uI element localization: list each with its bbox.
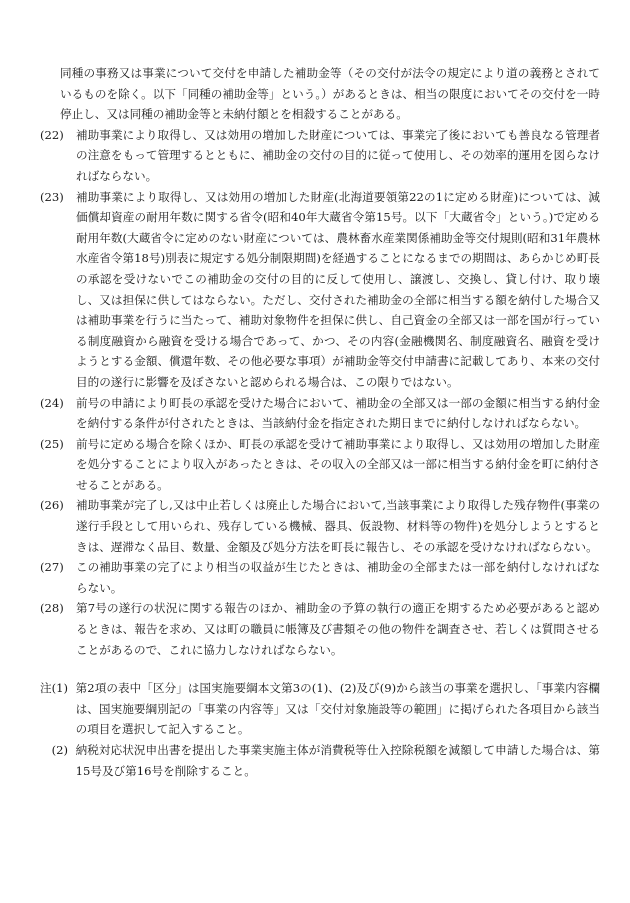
clause-number: (22) (40, 127, 64, 142)
notes-section (40, 678, 600, 781)
clause-24 (40, 393, 600, 434)
clause-28 (40, 598, 600, 660)
clause-number: (27) (40, 560, 64, 575)
clause-26 (40, 495, 600, 557)
clause-text: 補助事業が完了し,又は中止若しくは廃止した場合において,当該事業により取得した残存物件(事業の遂行手段として用いられ、残存している機械、器具、仮設物、材料等の物件)を処分しようとするときは、遅滞なく品目、数量、金額及び処分方法を町長に報告し、その承認を受けなければならない。 (76, 498, 600, 554)
clause-22 (40, 125, 600, 187)
clause-number: (23) (40, 189, 64, 204)
clause-number: (28) (40, 601, 64, 616)
note-number: (2) (51, 743, 69, 757)
note-number: (1) (51, 681, 69, 696)
notes-list (52, 678, 600, 781)
document-page (40, 63, 600, 781)
clause-text: この補助事業の完了により相当の収益が生じたときは、補助金の全部または一部を納付しなければならない。 (76, 560, 600, 595)
clause-27 (40, 557, 600, 598)
clause-text: 前号の申請により町長の承認を受けた場合において、補助金の全部又は一部の金額に相当する納付金を納付する条件が付されたときは、当該納付金を指定された期日までに納付しなければならない。 (76, 395, 600, 431)
clause-text: 補助事業により取得し、又は効用の増加した財産については、事業完了後においても善良なる管理者の注意をもって管理するとともに、補助金の交付の目的に従って使用し、その効率的運用を図らなければならない。 (76, 127, 600, 183)
note-text: 納税対応状況申出書を提出した事業実施主体が消費税等仕入控除税額を減額して申請した場合は、第15号及び第16号を削除すること。 (75, 743, 600, 778)
clause-number: (24) (40, 395, 64, 410)
clause-text: 補助事業により取得し、又は効用の増加した財産(北海道要領第22の1に定める財産)については、減価償却資産の耐用年数に関する省令(昭和40年大蔵省令第15号。以下「大蔵省令」という。)で定める耐用年数(大蔵省令に定めのない財産については、農林畜水産業関係補助金等交付規則(昭和31年農林水産省令第18号)別表に規定する処分制限期間)を経過することになるまでの期間は、あらかじめ町長の承認を受けないでこの補助金の交付の目的に反して使用し、譲渡し、交換し、貸し付け、取り壊し、又は担保に供してはならない。ただし、交付された補助金の全部に相当する額を納付した場合又は補助事業を行うに当たって、補助対象物件を担保に供し、自己資金の全部又は一部を国が行っている制度融資から融資を受ける場合であって、かつ、その内容(金融機関名、制度融資名、融資を受けようとする金額、償還年数、その他必要な事項）が補助金等交付申請書に記載してあり、本来の交付目的の遂行に影響を及ぼさないと認められる場合は、この限りではない。 (76, 189, 600, 389)
clause-text: 前号に定める場合を除くほか、町長の承認を受けて補助事業により取得し、又は効用の増加した財産を処分することにより収入があったときは、その収入の全部又は一部に相当する納付金を町に納付させることがある。 (76, 436, 600, 492)
notes-prefix: 注 (40, 681, 52, 696)
section-spacer (40, 660, 600, 678)
clause-number: (26) (40, 498, 64, 513)
continued-paragraph: 同種の事務又は事業について交付を申請した補助金等（その交付が法令の規定により道の義務とされているものを除く。以下「同種の補助金等」という。）があるときは、相当の限度においてその交付を一時停止し、又は同種の補助金等と未納付額とを相殺することがある。 (60, 66, 600, 122)
note-text: 第2項の表中「区分」は国実施要綱本文第3の(1)、(2)及び(9)から該当の事業を選択し、「事業内容欄は、国実施要綱別記の「事業の内容等」又は「交付対象施設等の範囲」に掲げられた各項目から該当の項目を選択して記入すること。 (75, 681, 600, 737)
note-1 (52, 678, 600, 740)
clause-25 (40, 434, 600, 496)
clause-text: 第7号の遂行の状況に関する報告のほか、補助金の予算の執行の適正を期するため必要があると認めるときは、報告を求め、又は町の職員に帳簿及び書類その他の物件を調査させ、若しくは質問させることがあるので、これに協力しなければならない。 (76, 601, 600, 657)
clause-number: (25) (40, 436, 64, 451)
clause-23 (40, 187, 600, 393)
note-2 (52, 740, 600, 781)
